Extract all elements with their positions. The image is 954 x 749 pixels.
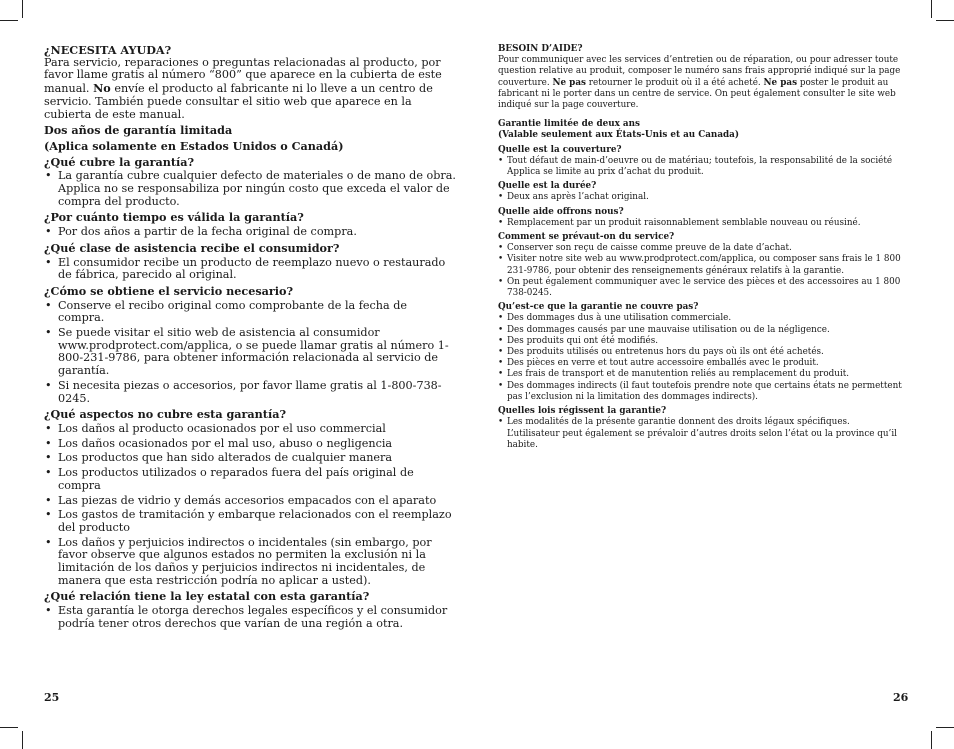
- warranty-subtitle: (Valable seulement aux États-Unis et au Canada): [498, 130, 740, 141]
- help-paragraph: [44, 57, 456, 122]
- help-paragraph: [498, 55, 902, 111]
- help-text-3: poster le produit au fabricant ni le porter dans un centre de service. On peut également consulter le site web indiqué sur la page couverture.: [498, 77, 896, 111]
- warranty-title: Garantie limitée de deux ans: [498, 119, 640, 130]
- crop-mark: [0, 727, 18, 728]
- help-title: ¿NECESITA AYUDA?: [44, 43, 172, 57]
- list-item: • Se puede visitar el sitio web de asistencia al consumidor www.prodprotect.com/applica, o se puede llamar gratis al número 1-800-231-9786, para obtener información relacionada al servicio de garantía.: [44, 327, 456, 378]
- section-question: Quelle est la durée?: [498, 181, 597, 192]
- list-item: • Esta garantía le otorga derechos legales específicos y el consumidor podría tener otros derechos que varían de una región a otra.: [44, 605, 456, 630]
- list-item: • Deux ans après l’achat original.: [498, 192, 902, 203]
- list-item: • Des produits qui ont été modifiés.: [498, 336, 902, 347]
- list-item: • Des dommages causés par une mauvaise utilisation ou de la négligence.: [498, 325, 902, 336]
- section-question: ¿Qué relación tiene la ley estatal con esta garantía?: [44, 589, 370, 604]
- section-question: ¿Qué cubre la garantía?: [44, 154, 195, 169]
- list-item: • Las piezas de vidrio y demás accesorios empacados con el aparato: [44, 495, 456, 508]
- section-question: Comment se prévaut-on du service?: [498, 232, 675, 243]
- section-question: ¿Cómo se obtiene el servicio necesario?: [44, 283, 294, 298]
- bullet-list: [44, 257, 456, 282]
- list-item: • Conserver son reçu de caisse comme preuve de la date d’achat.: [498, 243, 902, 254]
- crop-mark: [22, 731, 23, 749]
- list-item: • Remplacement par un produit raisonnablement semblable nouveau ou réusiné.: [498, 218, 902, 229]
- bullet-list: [44, 226, 456, 239]
- list-item: • Los productos utilizados o reparados fuera del país original de compra: [44, 467, 456, 492]
- help-text-1: Para servicio, reparaciones o preguntas relacionadas al producto, por favor llame gratis al número “800” que aparece en la cubierta de este manual.: [44, 55, 442, 96]
- list-item: • Por dos años a partir de la fecha original de compra.: [44, 226, 456, 239]
- list-item: • Los daños y perjuicios indirectos o incidentales (sin embargo, por favor observe que algunos estados no permiten la exclusión ni la limitación de los daños y perjuicios indirectos ni incidentales, de manera que esta restricción podría no aplicar a usted).: [44, 537, 456, 588]
- list-item: • Des pièces en verre et tout autre accessoire emballés avec le produit.: [498, 358, 902, 369]
- help-title: BESOIN D’AIDE?: [498, 44, 583, 54]
- list-item: • Les frais de transport et de manutention reliés au remplacement du produit.: [498, 369, 902, 380]
- crop-mark: [22, 0, 23, 18]
- bullet-list: [498, 417, 902, 451]
- list-item: • El consumidor recibe un producto de reemplazo nuevo o restaurado de fábrica, parecido al original.: [44, 257, 456, 282]
- crop-mark: [936, 20, 954, 21]
- help-text-1: Pour communiquer avec les services d’entretien ou de réparation, ou pour adresser toute question relative au produit, composer le numéro sans frais approprié indiqué sur la page couverture.: [498, 55, 901, 88]
- help-emphasis: No: [93, 81, 111, 96]
- spanish-warranty-column: [44, 44, 456, 631]
- section-question: Quelles lois régissent la garantie?: [498, 406, 667, 417]
- warranty-subtitle: (Aplica solamente en Estados Unidos o Canadá): [44, 138, 344, 153]
- list-item: • Les modalités de la présente garantie donnent des droits légaux spécifiques. L’utilisateur peut également se prévaloir d’autres droits selon l’état ou la province qu’il habite.: [498, 417, 902, 451]
- help-emphasis: Ne pas: [763, 77, 798, 88]
- crop-mark: [931, 731, 932, 749]
- bullet-list: [44, 170, 456, 208]
- bullet-list: [498, 243, 902, 299]
- bullet-list: [44, 300, 456, 406]
- help-text-2: envíe el producto al fabricante ni lo lleve a un centro de servicio. También puede consultar el sitio web que aparece en la cubierta de este manual.: [44, 82, 433, 121]
- page-number-right: 26: [893, 691, 909, 704]
- crop-mark: [936, 727, 954, 728]
- bullet-list: [498, 313, 902, 403]
- section-question: Quelle est la couverture?: [498, 144, 622, 155]
- list-item: • On peut également communiquer avec le service des pièces et des accessoires au 1 800 738-0245.: [498, 277, 902, 299]
- section-question: ¿Qué clase de asistencia recibe el consumidor?: [44, 240, 340, 255]
- crop-mark: [0, 20, 18, 21]
- list-item: • Si necesita piezas o accesorios, por favor llame gratis al 1-800-738-0245.: [44, 380, 456, 405]
- help-emphasis: Ne pas: [552, 77, 586, 88]
- section-question: ¿Por cuánto tiempo es válida la garantía?: [44, 210, 304, 225]
- section-question: Quelle aide offrons nous?: [498, 206, 624, 217]
- list-item: • Des dommages indirects (il faut toutefois prendre note que certains états ne permettent pas l’exclusion ni la limitation des dommages indirects).: [498, 381, 902, 403]
- list-item: • Los daños ocasionados por el mal uso, abuso o negligencia: [44, 438, 456, 451]
- crop-mark: [931, 0, 932, 18]
- page-number-left: 25: [44, 691, 60, 704]
- list-item: • Los productos que han sido alterados de cualquier manera: [44, 452, 456, 465]
- list-item: • La garantía cubre cualquier defecto de materiales o de mano de obra. Applica no se responsabiliza por ningún costo que exceda el valor de compra del producto.: [44, 170, 456, 208]
- list-item: • Los gastos de tramitación y embarque relacionados con el reemplazo del producto: [44, 509, 456, 534]
- bullet-list: [498, 192, 902, 203]
- list-item: • Des dommages dus à une utilisation commerciale.: [498, 313, 902, 324]
- warranty-title: Dos años de garantía limitada: [44, 123, 233, 138]
- section-question: ¿Qué aspectos no cubre esta garantía?: [44, 407, 287, 422]
- list-item: • Tout défaut de main-d’oeuvre ou de matériau; toutefois, la responsabilité de la société Applica se limite au prix d’achat du produit.: [498, 156, 902, 178]
- warranty-sections: [498, 145, 902, 451]
- section-question: Qu’est-ce que la garantie ne couvre pas?: [498, 302, 699, 313]
- bullet-list: [44, 605, 456, 630]
- warranty-sections: [44, 156, 456, 631]
- list-item: • Conserve el recibo original como comprobante de la fecha de compra.: [44, 300, 456, 325]
- list-item: • Des produits utilisés ou entretenus hors du pays où ils ont été achetés.: [498, 347, 902, 358]
- help-text-2: retourner le produit où il a été acheté.: [586, 77, 764, 88]
- french-warranty-column: [498, 44, 902, 451]
- bullet-list: [44, 423, 456, 587]
- bullet-list: [498, 156, 902, 178]
- list-item: • Los daños al producto ocasionados por el uso commercial: [44, 423, 456, 436]
- bullet-list: [498, 218, 902, 229]
- list-item: • Visiter notre site web au www.prodprotect.com/applica, ou composer sans frais le 1 800 231-9786, pour obtenir des renseignements généraux relatifs à la garantie.: [498, 254, 902, 276]
